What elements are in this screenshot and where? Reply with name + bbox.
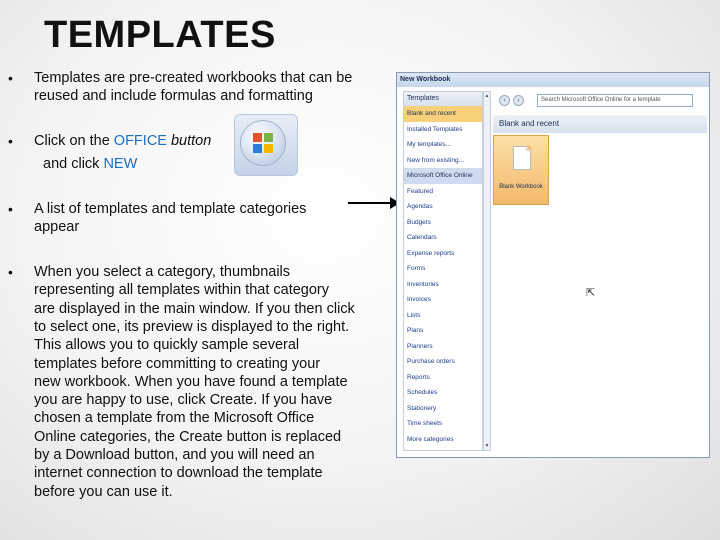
bullet-2-line-2 <box>43 155 137 173</box>
templates-sidebar <box>403 91 483 451</box>
bullet-4-line: Online categories, the Create button is replaced <box>34 428 342 445</box>
sidebar-item[interactable]: My templates... <box>407 141 452 148</box>
back-arrow-icon[interactable]: ‹ <box>499 95 510 106</box>
dialog-title: New Workbook <box>397 73 709 87</box>
sidebar-item[interactable]: Microsoft Office Online <box>404 168 482 184</box>
office-button[interactable] <box>234 114 298 176</box>
bullet-2-line-1 <box>34 132 211 150</box>
bullet-4-line: When you select a category, thumbnails <box>34 264 291 280</box>
mouse-cursor-icon: ⇱ <box>586 287 596 299</box>
sidebar-item[interactable]: Purchase orders <box>407 358 455 365</box>
forward-arrow-icon[interactable]: › <box>513 95 524 106</box>
template-search-input[interactable]: Search Microsoft Office Online for a template <box>537 94 693 107</box>
sidebar-item[interactable]: Lists <box>407 311 421 319</box>
office-keyword: OFFICE <box>113 133 167 149</box>
bullet-4-line: templates before committing to creating your <box>34 355 321 372</box>
sidebar-item[interactable]: Budgets <box>407 218 431 226</box>
main-header: Blank and recent <box>493 115 707 133</box>
page-title: TEMPLATES <box>44 14 276 56</box>
sidebar-item[interactable]: Forms <box>407 265 426 272</box>
scroll-up-icon[interactable]: ▲ <box>484 93 490 99</box>
sidebar-item[interactable]: Reports <box>407 373 430 381</box>
office-logo-icon <box>252 132 274 154</box>
bullet-marker: • <box>8 201 13 217</box>
sidebar-item[interactable]: Stationery <box>407 404 437 412</box>
bullet-4-line: before you can use it. <box>34 483 173 500</box>
bullet-4-line: internet connection to download the template <box>34 465 323 482</box>
sidebar-item[interactable]: Calendars <box>407 234 437 241</box>
sidebar-header: Templates <box>404 92 482 106</box>
bullet-4-line: new workbook. When you have found a template <box>34 373 348 390</box>
bullet-1-line-2: reused and include formulas and formatting <box>34 88 313 104</box>
bullet-4-line: are displayed in the main window. If you then click <box>34 300 355 317</box>
right-arrow-icon <box>348 196 400 210</box>
sidebar-item[interactable]: More categories <box>407 435 454 443</box>
bullet-1-line-1: Templates are pre-created workbooks that can be <box>34 70 353 86</box>
sidebar-item[interactable]: Featured <box>407 187 434 195</box>
sidebar-item[interactable]: Inventories <box>407 280 439 288</box>
bullet-marker: • <box>8 133 13 149</box>
sidebar-item[interactable]: Planners <box>407 342 433 350</box>
thumbnail-label: Blank Workbook <box>499 184 543 190</box>
bullet-3-line-2: appear <box>34 219 80 235</box>
sidebar-item[interactable]: New from existing... <box>407 156 465 164</box>
sidebar-item[interactable]: Invoices <box>407 296 431 303</box>
sidebar-item[interactable]: Expense reports <box>407 249 455 257</box>
sidebar-item[interactable]: Plans <box>407 327 424 334</box>
blank-workbook-thumbnail[interactable] <box>493 135 549 205</box>
new-workbook-dialog <box>396 72 710 458</box>
document-icon <box>513 146 531 170</box>
scroll-down-icon[interactable]: ▼ <box>484 443 490 449</box>
sidebar-scrollbar[interactable] <box>483 91 491 451</box>
bullet-4-line: by a Download button, and you will need an <box>34 447 315 463</box>
sidebar-item[interactable]: Time sheets <box>407 420 443 427</box>
bullet-4-line: representing all templates within that category <box>34 282 329 299</box>
new-keyword: NEW <box>103 156 138 172</box>
sidebar-item[interactable]: Blank and recent <box>404 106 482 122</box>
bullet-3-line-1: A list of templates and template categories <box>34 201 307 217</box>
sidebar-item[interactable]: Schedules <box>407 389 438 396</box>
sidebar-item[interactable]: Agendas <box>407 203 433 210</box>
bullet-4-line: to select one, its preview is displayed to the right. <box>34 318 350 335</box>
bullet-4-line: you are happy to use, click Create. If you have <box>34 392 333 409</box>
bullet-2-text: Click on the <box>34 133 114 149</box>
bullet-marker: • <box>8 70 13 86</box>
bullet-4-line: This allows you to quickly sample several <box>34 337 300 354</box>
bullet-marker: • <box>8 264 13 280</box>
sidebar-item[interactable]: Installed Templates <box>407 125 463 133</box>
bullet-4-line: chosen a template from the Microsoft Office <box>34 410 315 427</box>
button-word: button <box>166 133 212 149</box>
bullet-2-text-2: and click <box>43 156 104 172</box>
